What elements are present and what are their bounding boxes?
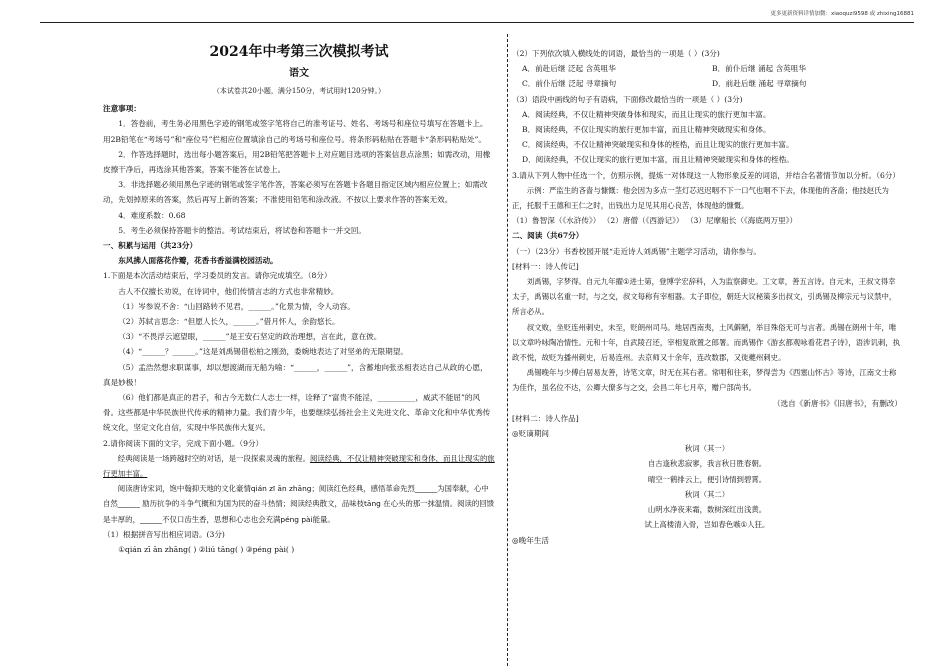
notice-title: 注意事项： xyxy=(103,104,141,114)
notice-item: 4．难度系数：0.68 xyxy=(118,210,186,220)
notice-item: 3．非选择题必须用黑色字迹的钢笔或签字笔作答，答案必须写在答题卡各题目指定区域内相应位置上；如需改动，先划掉原来的答案，然后再写上新的答案；不准使用铅笔和涂改液。不按以上要求作答的答案无效。 xyxy=(103,180,488,205)
passage-text: 经典阅读是一场跨越时空的对话，是一段探索灵魂的旅程。 xyxy=(117,453,310,463)
question-3-example: 示例：严监生的吝啬与慷慨：他会因为多点一茎灯芯迟迟咽不下一口气也咽不下去，体现他的吝啬；他技赵氏为正，托服千王德和王仁之时，出钱出力足见其用心良苦，体现他的慷慨。 xyxy=(512,185,889,211)
left-column xyxy=(103,40,495,557)
exam-info: （本试卷共20小题，满分150分，考试用时120分钟。） xyxy=(212,87,386,95)
material-1-label: [材料一：诗人传记] xyxy=(512,261,579,271)
option-d: D．前赴后继 涌起 寻章摘句 xyxy=(712,79,807,89)
right-column xyxy=(512,46,902,548)
notice-item: 2．作答选择题时，选出每小题答案后，用2B铅笔把答题卡上对应题目选项的答案信息点涂黑；如需改动，用橡皮擦干净后，再选涂其他答案，答案不能答在试卷上。 xyxy=(103,149,491,175)
column-divider xyxy=(507,34,508,666)
question-2-sub-2: （2）下列依次填入横线处的词语，最恰当的一项是（ ）(3分) xyxy=(512,49,720,58)
activity-theme: 东风拂人面落花作瓣，花香书香溢满校园活动。 xyxy=(118,256,278,266)
question-1-item: （1）岑参说不舍：“山回路转不见君，______。”化景为情，令人动容。 xyxy=(118,301,355,311)
part-1-intro: （一）（23分）书香校园开展“走近诗人刘禹锡”主题学习活动，请你参与。 xyxy=(512,246,762,256)
question-3-options: （1）鲁智深（《水浒传》） （2）唐僧（《西游记》） （3）尼摩船长（《海底两万里》） xyxy=(512,216,798,226)
option-b: B．前仆后继 涌起 含英咀华 xyxy=(712,64,806,74)
poem-line: 山明水净夜来霜，数树深红出浅黄。 xyxy=(647,505,767,515)
biography-paragraph: 刘禹锡，字梦得。自元九年擢①进士第，登博学宏辞科，入为监察御史。工文章，善五言诗。自元末，王叔文得幸太子，禹锡以名重一时，与之交，叔文每称有宰相器。太子即位，朝廷大议秘策多出叔文，引禹锡及柳宗元与议禁中，所言必从。 xyxy=(512,277,897,317)
question-1-item: （3）“不畏浮云遮望眼，______”是王安石坚定的政治理想，言在此，意在彼。 xyxy=(118,332,382,342)
question-2-passage: 阅读唐诗宋词，饱中翰抑天地的文化豪情qián zī ān zhāng；阅读红色经典，感悟革命先烈______为国奉献，心中自然______ 励历抗争的斗争气概和为国为民的奋斗热情；阅读经典散文，品味枝tāng 在心头的那一抹温情。阅读的回馈是丰厚的，______不仅口齿生香，思想和心志也会充满péng pài能量。 xyxy=(103,484,495,524)
poem-line: 自古逢秋悲寂寥，我言秋日胜春朝。 xyxy=(647,459,767,469)
question-3: 3.请从下列人物中任选一个，仿照示例，提炼一对体现这一人物形象反差的词语，并结合名著情节加以分析。（6分） xyxy=(512,170,900,180)
period-label: ◎贬谪期间 xyxy=(512,429,550,439)
poem-line: 试上高楼清入骨，岂如春色嗾①人狂。 xyxy=(644,520,770,530)
question-1-item: （4）“______？______。”这是刘禹锡借松柏之刚劲，委婉地表达了对坚弟的无限期望。 xyxy=(118,347,408,357)
option-a: A．前赴后继 泛起 含英咀华 xyxy=(522,64,616,74)
subject-title: 语文 xyxy=(289,68,309,79)
material-2-label: [材料二：诗人作品] xyxy=(512,413,579,423)
question-2-sub-1: （1）根据拼音写出相应词语。(3分) xyxy=(103,529,225,539)
section-heading: 一、积累与运用（共23分） xyxy=(103,241,198,251)
option-d: D．阅读经典，不仅让现实的旅行更加丰富，而且让精神突破现实和身体的桎梏。 xyxy=(522,155,794,165)
option-c: C．前仆后继 泛起 寻章摘句 xyxy=(522,79,617,89)
biography-source: （选自《新唐书》《旧唐书》，有删改） xyxy=(772,398,902,408)
page-title: 2024年中考第三次模拟考试 xyxy=(209,44,389,60)
section-heading: 二、阅读（共67分） xyxy=(512,231,584,241)
question-2-passage xyxy=(103,451,495,481)
biography-paragraph: 叔文败，坐贬连州刺史，未至，贬朗州司马。地居西南夷，土风僻陋，举目殊俗无可与言者。禹锡在朗州十年，唯以文章吟咏陶冶情性。元和十年，自武陵召还，宰相复欲置之郎署。而禹锡作《游玄都观咏看花君子诗》，语涉讥刺，执政不悦，故贬为播州刺史，后易连州。去京师又十余年，连改数郡，又徙夔州刺史。 xyxy=(512,322,901,363)
option-b: B．阅读经典，不仅让现实的旅行更加丰富，而且让精神突破现实和身体。 xyxy=(522,125,771,135)
question-2: 2.请你阅读下面的文字，完成下面小题。（9分） xyxy=(103,438,264,448)
question-1-item: （2）苏轼言思念：“但愿人长久，______。”借月怀人，余韵悠长。 xyxy=(118,317,340,327)
question-1-item: （6）他们都是真正的君子，和古今无数仁人志士一样，诠释了“富贵不能淫，__________，威武不能屈”的风骨。这些都是中华民族世代传承的精神力量。我们青少年，也要继续弘扬社会主义先进文化、革命文化和中华优秀传统文化，坚定文化自信，实现中华民族伟大复兴。 xyxy=(103,393,491,433)
option-c: C．阅读经典，不仅让精神突破现实和身体的桎梏，而且让现实的旅行更加丰富。 xyxy=(522,140,794,150)
biography-paragraph: 禹锡晚年与少傅白居易友善，诗笔文章，时无在其右者。常唱和往来，梦得尝为《西塞山怀古》等诗，江南文士称为佳作，虽名位不达，公卿大僚多与之交，会昌二年七月卒，赠户部尚书。 xyxy=(512,368,897,393)
question-2-sub-3: （3）语段中画线的句子有语病，下面修改最恰当的一项是（ ）(3分) xyxy=(512,94,743,104)
underlined-sentence: 阅读经典，不仅让精神突破现实和身体，而且让现实的旅行更加丰富。 xyxy=(103,453,495,479)
options-grid xyxy=(512,61,902,91)
top-rule xyxy=(40,22,914,23)
notice-item: 1．答卷前，考生务必用黑色字迹的钢笔或签字笔将自己的准考证号、姓名、考场号和座位号填写在答题卡上。用2B铅笔在“考场号”和“座位号”栏相应位置填涂自己的考场号和座位号。将条形码粘贴在答题卡“条形码粘贴处”。 xyxy=(103,119,488,144)
option-a: A．阅读经典，不仅让精神突破身体和现实，而且让现实的旅行更加丰富。 xyxy=(522,109,771,119)
header-note: 更多更新资料详情加微：xiaoquzi9598 或 zhixing16881 xyxy=(770,11,914,17)
question-1: 1.下面是本次活动结束后，学习委员的发言。请你完成填空。（8分） xyxy=(103,271,332,281)
question-1-intro: 古人不仅擅长劝说，在诗词中，他们传情言志的方式也非常精妙。 xyxy=(118,286,339,296)
poem-title: 秋词（其二） xyxy=(684,489,730,499)
poem-line: 晴空一鹤排云上，便引诗情到碧霄。 xyxy=(647,474,767,484)
poem-title: 秋词（其一） xyxy=(684,444,730,454)
pinyin-items: ①qián zī ān zhāng( ) ②liú tāng( ) ③péng pài( ) xyxy=(118,545,295,555)
notice-item: 5．考生必须保持答题卡的整洁。考试结束后，将试卷和答题卡一并交回。 xyxy=(118,225,367,235)
question-1-item: （5）孟浩然想求职谋事，却以想渡湖而无船为喻：“______，______”，含蓄地向张丞相表达自己从政的心愿，真是妙极！ xyxy=(103,362,488,387)
period-label: ◎晚年生活 xyxy=(512,535,550,545)
